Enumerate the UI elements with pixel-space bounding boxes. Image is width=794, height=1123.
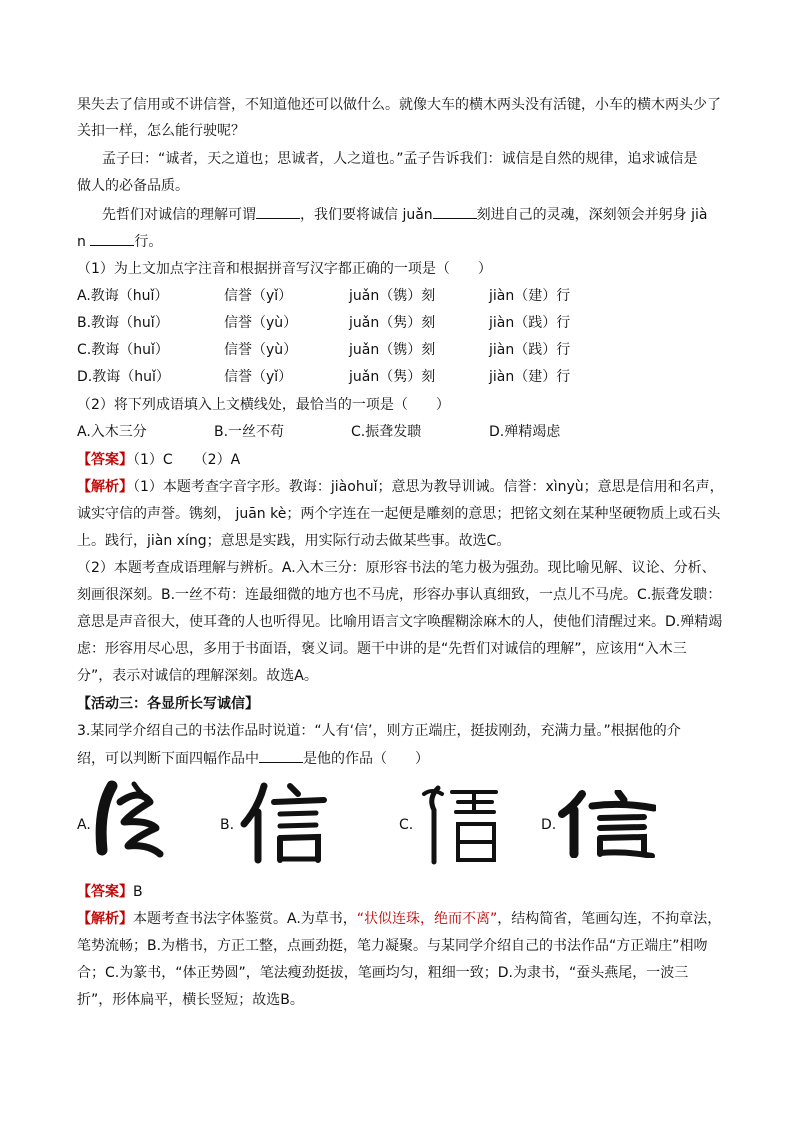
analysis-line: 【解析】本题考查书法字体鉴赏。A.为草书，“状似连珠，绝而不离”，结构简省，笔画勾连，不拘章法， xyxy=(77,911,722,927)
paragraph-line: 先哲们对诚信的理解可谓 ，我们要将诚信 juǎn 刻进自己的灵魂，深刻领会并躬身 jià xyxy=(102,204,707,225)
answer-tag: 【答案】 xyxy=(77,452,133,468)
question-stem: 绍，可以判断下面四幅作品中 是他的作品（ ） xyxy=(77,748,429,769)
analysis-line: 诚实守信的声誉。镌刻， juān kè；两个字连在一起便是雕刻的意思；把铭文刻在某种坚硬物质上或石头 xyxy=(77,506,721,522)
answer-line: 【答案】（1）C （2）A xyxy=(77,452,241,468)
seal-xin-calligraphy xyxy=(418,784,502,866)
document-page: 果失去了信用或不讲信誉，不知道他还可以做什么。就像大车的横木两头没有活键，小车的横木两头少了 关扣一样，怎么能行驶呢？ 孟子曰：“诚者，天之道也；思诚者，人之道也。”孟子告诉我们：诚信是自然的规律，追求诚信是 做人的必备品质。 先哲们对诚信的理解可谓 ，我们要将诚信 juǎn 刻进自己的灵魂，深刻领会并躬身 jià n 行。 （1）为上文加点字注音和根据拼音写汉字都正确的一项是（ ） A.教诲（huǐ） 信誉（yǐ） juǎn（镌）刻 jiàn（建）行 B.教诲（huǐ） 信誉（yù） juǎn（隽）刻 jiàn（践）行 C.教诲（huǐ） 信誉（yù） juǎn（镌）刻 jiàn（践）行 D.教诲（huǐ） 信誉（yǐ） juǎn（隽）刻 jiàn（建）行 （2）将下列成语填入上文横线处，最恰当的一项是（ ） A.入木三分 B.一丝不苟 C.振聋发聩 D.殚精竭虑 【答案】（1）C （2）A 【解析】（1）本题考查字音字形。教诲：jiàohuǐ；意思为教导训诫。信誉：xìnyù；意思是信用和名声， 诚实守信的声誉。镌刻， juān kè；两个字连在一起便是雕刻的意思；把铭文刻在某种坚硬物质上或石头 上。践行，jiàn xíng；意思是实践，用实际行动去做某些事。故选C。 （2）本题考查成语理解与辨析。A.入木三分：原形容书法的笔力极为强劲。现比喻见解、议论、分析、 刻画很深刻。B.一丝不苟：连最细微的地方也不马虎，形容办事认真细致，一点儿不马虎。C.振聋发聩： 意思是声音很大，使耳聋的人也听得见。比喻用语言文字唤醒糊涂麻木的人，使他们清醒过来。D.殚精竭 虑：形容用尽心思，多用于书面语，褒义词。题干中讲的是“先哲们对诚信的理解”，应该用“入木三 分”，表示对诚信的理解深刻。故选A。 【活动三：各显所长写诚信】 3.某同学介绍自己的书法作品时说道：“人有‘信’，则方正端庄，挺拔刚劲，充满力量。”根据他的介 绍，可以判断下面四幅作品中 是他的作品（ ） A. B. C. D. 【答案】B 【解析】本题考查书法字体鉴赏。A.为草书，“状似连珠，绝而不离”，结构简省，笔画勾连，不拘章法， 笔势流畅；B.为楷书，方正工整，点画劲挺，笔力凝聚。与某同学介绍自己的书法作品“方正端庄”相吻 合；C.为篆书，“体正势圆”，笔法瘦劲挺拔，笔画均匀，粗细一致；D.为隶书，“蚕头燕尾，一波三 折”，形体扁平，横长竖短；故选B。 xyxy=(77,97,724,1008)
analysis-line: 【解析】（1）本题考查字音字形。教诲：jiàohuǐ；意思为教导训诫。信誉：xìnyù；意思是信用和名声， xyxy=(77,479,724,495)
paragraph-line: n 行。 xyxy=(77,231,162,252)
analysis-tag: 【解析】 xyxy=(77,911,133,927)
paragraph-line: 孟子曰：“诚者，天之道也；思诚者，人之道也。”孟子告诉我们：诚信是自然的规律，追求诚信是 xyxy=(102,151,698,167)
fill-blank xyxy=(256,204,300,219)
option-label-d: D. xyxy=(541,817,557,833)
analysis-line: 笔势流畅；B.为楷书，方正工整，点画劲挺，笔力凝聚。与某同学介绍自己的书法作品“方正端庄”相吻 xyxy=(77,938,708,954)
analysis-line: 意思是声音很大，使耳聋的人也听得见。比喻用语言文字唤醒糊涂麻木的人，使他们清醒过来。D.殚精竭 xyxy=(77,614,723,630)
fill-blank xyxy=(259,748,303,763)
option-label-c: C. xyxy=(399,817,414,833)
fill-blank xyxy=(90,231,134,246)
quoted-phrase: “状似连珠，绝而不离” xyxy=(356,911,498,927)
option-label-a: A. xyxy=(77,817,91,833)
question-stem: （1）为上文加点字注音和根据拼音写汉字都正确的一项是（ ） xyxy=(77,261,492,277)
question-stem: 3.某同学介绍自己的书法作品时说道：“人有‘信’，则方正端庄，挺拔刚劲，充满力量。”根据他的介 xyxy=(77,723,681,739)
analysis-line: 折”，形体扁平，横长竖短；故选B。 xyxy=(77,992,304,1008)
analysis-line: 分”，表示对诚信的理解深刻。故选A。 xyxy=(77,668,318,684)
option-label-b: B. xyxy=(220,817,235,833)
analysis-line: 上。践行，jiàn xíng；意思是实践，用实际行动去做某些事。故选C。 xyxy=(77,533,511,549)
analysis-line: 刻画很深刻。B.一丝不苟：连最细微的地方也不马虎，形容办事认真细致，一点儿不马虎。C.振聋发聩： xyxy=(77,587,722,603)
analysis-line: 合；C.为篆书，“体正势圆”，笔法瘦劲挺拔，笔画均匀，粗细一致；D.为隶书，“蚕头燕尾，一波三 xyxy=(77,965,689,981)
analysis-line: （2）本题考查成语理解与辨析。A.入木三分：原形容书法的笔力极为强劲。现比喻见解、议论、分析、 xyxy=(77,560,716,576)
question-stem: （2）将下列成语填入上文横线处，最恰当的一项是（ ） xyxy=(77,397,450,413)
paragraph-line: 做人的必备品质。 xyxy=(77,178,189,194)
fill-blank xyxy=(433,204,477,219)
cursive-xin-calligraphy xyxy=(90,780,168,865)
activity-heading: 【活动三：各显所长写诚信】 xyxy=(77,696,259,712)
clerical-xin-calligraphy xyxy=(556,790,656,858)
paragraph-line: 果失去了信用或不讲信誉，不知道他还可以做什么。就像大车的横木两头没有活键，小车的横木两头少了 xyxy=(77,97,721,113)
answer-line: 【答案】B xyxy=(77,884,143,900)
analysis-line: 虑：形容用尽心思，多用于书面语，褒义词。题干中讲的是“先哲们对诚信的理解”，应该用“入木三 xyxy=(77,641,687,657)
paragraph-line: 关扣一样，怎么能行驶呢？ xyxy=(77,123,245,139)
answer-tag: 【答案】 xyxy=(77,884,133,900)
regular-xin-calligraphy xyxy=(240,782,330,864)
analysis-tag: 【解析】 xyxy=(77,479,133,495)
